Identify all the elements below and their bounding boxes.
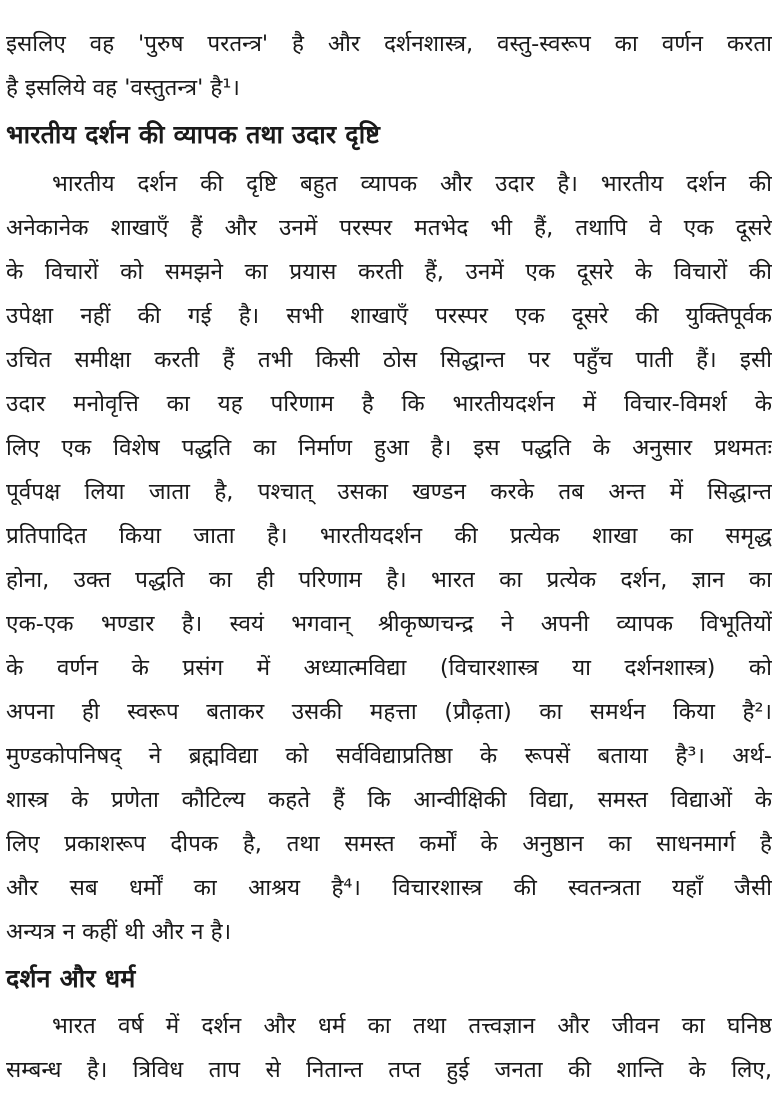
intro-line-2: है इसलिये वह 'वस्तुतन्त्र' है¹। [6, 75, 240, 101]
paragraph-line: भारत वर्ष में दर्शन और धर्म का तथा तत्त्वज्ञान और जीवन का घनिष्ठ [52, 1013, 772, 1039]
section-heading-philosophy-and-religion: दर्शन और धर्म [6, 964, 136, 993]
paragraph-line: शास्त्र के प्रणेता कौटिल्य कहते हैं कि आन्वीक्षिकी विद्या, समस्त विद्याओं के [6, 787, 772, 813]
paragraph-line: अपना ही स्वरूप बताकर उसकी महत्ता (प्रौढ़ता) का समर्थन किया है²। [6, 699, 772, 725]
paragraph-line: एक-एक भण्डार है। स्वयं भगवान् श्रीकृष्णचन्द्र ने अपनी व्यापक विभूतियों [6, 611, 772, 637]
paragraph-line: अन्यत्र न कहीं थी और न है। [6, 919, 232, 945]
paragraph-line: लिए प्रकाशरूप दीपक है, तथा समस्त कर्मों के अनुष्ठान का साधनमार्ग है [6, 831, 772, 857]
section1-paragraph [6, 162, 772, 954]
paragraph-line: उदार मनोवृत्ति का यह परिणाम है कि भारतीयदर्शन में विचार-विमर्श के [6, 391, 772, 417]
paragraph-line: लिए एक विशेष पद्धति का निर्माण हुआ है। इस पद्धति के अनुसार प्रथमतः [6, 435, 772, 461]
paragraph-line: और सब धर्मों का आश्रय है⁴। विचारशास्त्र की स्वतन्त्रता यहाँ जैसी [6, 875, 772, 901]
intro-line-1: इसलिए वह 'पुरुष परतन्त्र' है और दर्शनशास्त्र, वस्तु-स्वरूप का वर्णन करता [6, 31, 772, 57]
intro-paragraph [6, 22, 772, 110]
paragraph-line: सम्बन्ध है। त्रिविध ताप से नितान्त तप्त हुई जनता की शान्ति के लिए, [6, 1057, 772, 1083]
paragraph-line: भारतीय दर्शन की दृष्टि बहुत व्यापक और उदार है। भारतीय दर्शन की [52, 171, 772, 197]
paragraph-line: के वर्णन के प्रसंग में अध्यात्मविद्या (विचारशास्त्र या दर्शनशास्त्र) को [6, 655, 772, 681]
section2-paragraph [6, 1004, 772, 1092]
paragraph-line: पूर्वपक्ष लिया जाता है, पश्चात् उसका खण्डन करके तब अन्त में सिद्धान्त [6, 479, 772, 505]
paragraph-line: के विचारों को समझने का प्रयास करती हैं, उनमें एक दूसरे के विचारों की [6, 259, 772, 285]
paragraph-line: प्रतिपादित किया जाता है। भारतीयदर्शन की प्रत्येक शाखा का समृद्ध [6, 523, 772, 549]
paragraph-line: होना, उक्त पद्धति का ही परिणाम है। भारत का प्रत्येक दर्शन, ज्ञान का [6, 567, 772, 593]
paragraph-line: उपेक्षा नहीं की गई है। सभी शाखाएँ परस्पर एक दूसरे की युक्तिपूर्वक [6, 303, 772, 329]
paragraph-line: उचित समीक्षा करती हैं तभी किसी ठोस सिद्धान्त पर पहुँच पाती हैं। इसी [6, 347, 772, 373]
paragraph-line: अनेकानेक शाखाएँ हैं और उनमें परस्पर मतभेद भी हैं, तथापि वे एक दूसरे [6, 215, 772, 241]
section-heading-indian-philosophy-vision: भारतीय दर्शन की व्यापक तथा उदार दृष्टि [6, 120, 380, 149]
paragraph-line: मुण्डकोपनिषद् ने ब्रह्मविद्या को सर्वविद्याप्रतिष्ठा के रूपसें बताया है³। अर्थ- [6, 743, 772, 769]
